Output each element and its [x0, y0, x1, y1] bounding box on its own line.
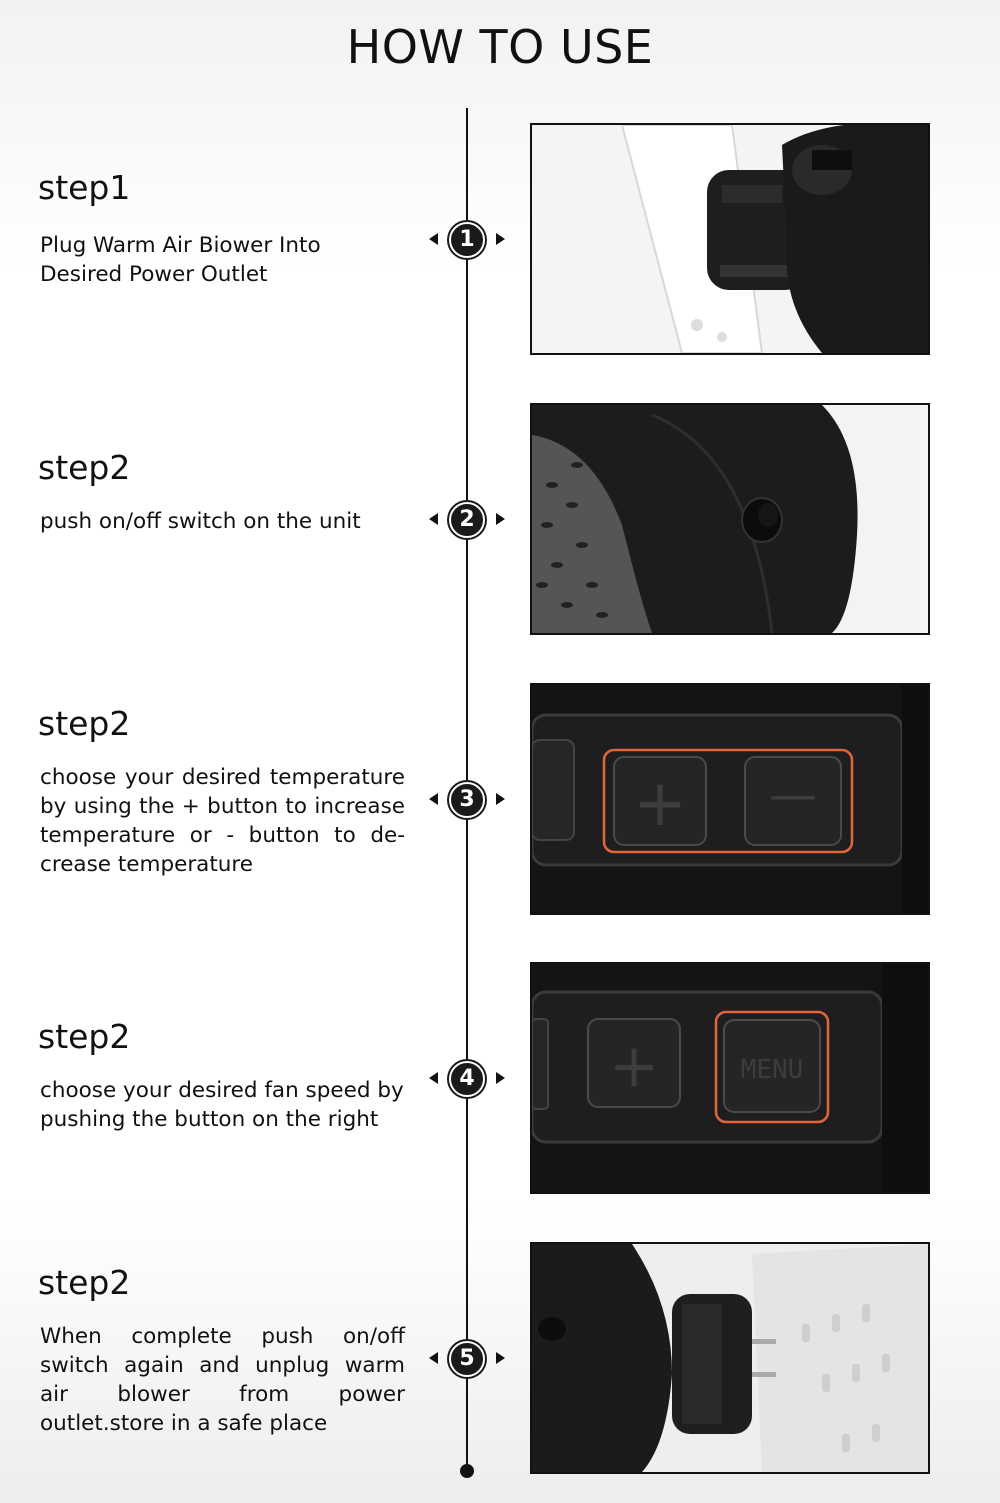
step-title: step2	[38, 1017, 131, 1056]
step-description: Plug Warm Air Biower Into Desired Power Outlet	[40, 233, 321, 287]
step-description: choose your desired temperature by using the + button to increase temperature or - button to de-crease temperature	[40, 765, 405, 877]
arrow-right-icon	[496, 793, 505, 805]
step-number-badge: 3	[449, 782, 485, 818]
arrow-right-icon	[496, 233, 505, 245]
step-description: When complete push on/off switch again and unplug warm air blower from power outlet.store in a safe place	[40, 1324, 405, 1436]
plug-in-outlet-icon	[532, 125, 928, 353]
arrow-left-icon	[429, 513, 438, 525]
menu-label: MENU	[740, 1055, 804, 1085]
arrow-right-icon	[496, 1072, 505, 1084]
step-photo	[530, 962, 930, 1194]
plus-symbol: +	[633, 767, 687, 841]
step-description: push on/off switch on the unit	[40, 509, 361, 534]
step-marker	[425, 220, 509, 260]
temperature-buttons-icon	[532, 685, 928, 913]
arrow-left-icon	[429, 1072, 438, 1084]
step-number-badge: 1	[449, 222, 485, 258]
step-photo	[530, 403, 930, 635]
menu-button-icon	[532, 964, 928, 1192]
arrow-left-icon	[429, 1352, 438, 1364]
step-title: step2	[38, 704, 131, 743]
step-photo	[530, 1242, 930, 1474]
arrow-right-icon	[496, 513, 505, 525]
minus-symbol: —	[769, 767, 817, 823]
step-description: choose your desired fan speed by pushing the button on the right	[40, 1078, 404, 1132]
timeline-end-dot	[460, 1464, 474, 1478]
step-photo	[530, 683, 930, 915]
step-title: step2	[38, 1263, 131, 1302]
step-marker	[425, 780, 509, 820]
step-number-badge: 2	[449, 502, 485, 538]
step-number-badge: 5	[449, 1341, 485, 1377]
page-title: HOW TO USE	[346, 20, 654, 74]
step-marker	[425, 1339, 509, 1379]
step-photo	[530, 123, 930, 355]
step-title: step1	[38, 168, 131, 207]
unplug-outlet-icon	[532, 1244, 928, 1472]
arrow-right-icon	[496, 1352, 505, 1364]
plus-symbol: +	[608, 1031, 660, 1101]
step-marker	[425, 500, 509, 540]
power-switch-icon	[532, 405, 928, 633]
arrow-left-icon	[429, 793, 438, 805]
step-marker	[425, 1059, 509, 1099]
step-title: step2	[38, 448, 131, 487]
step-number-badge: 4	[449, 1061, 485, 1097]
arrow-left-icon	[429, 233, 438, 245]
